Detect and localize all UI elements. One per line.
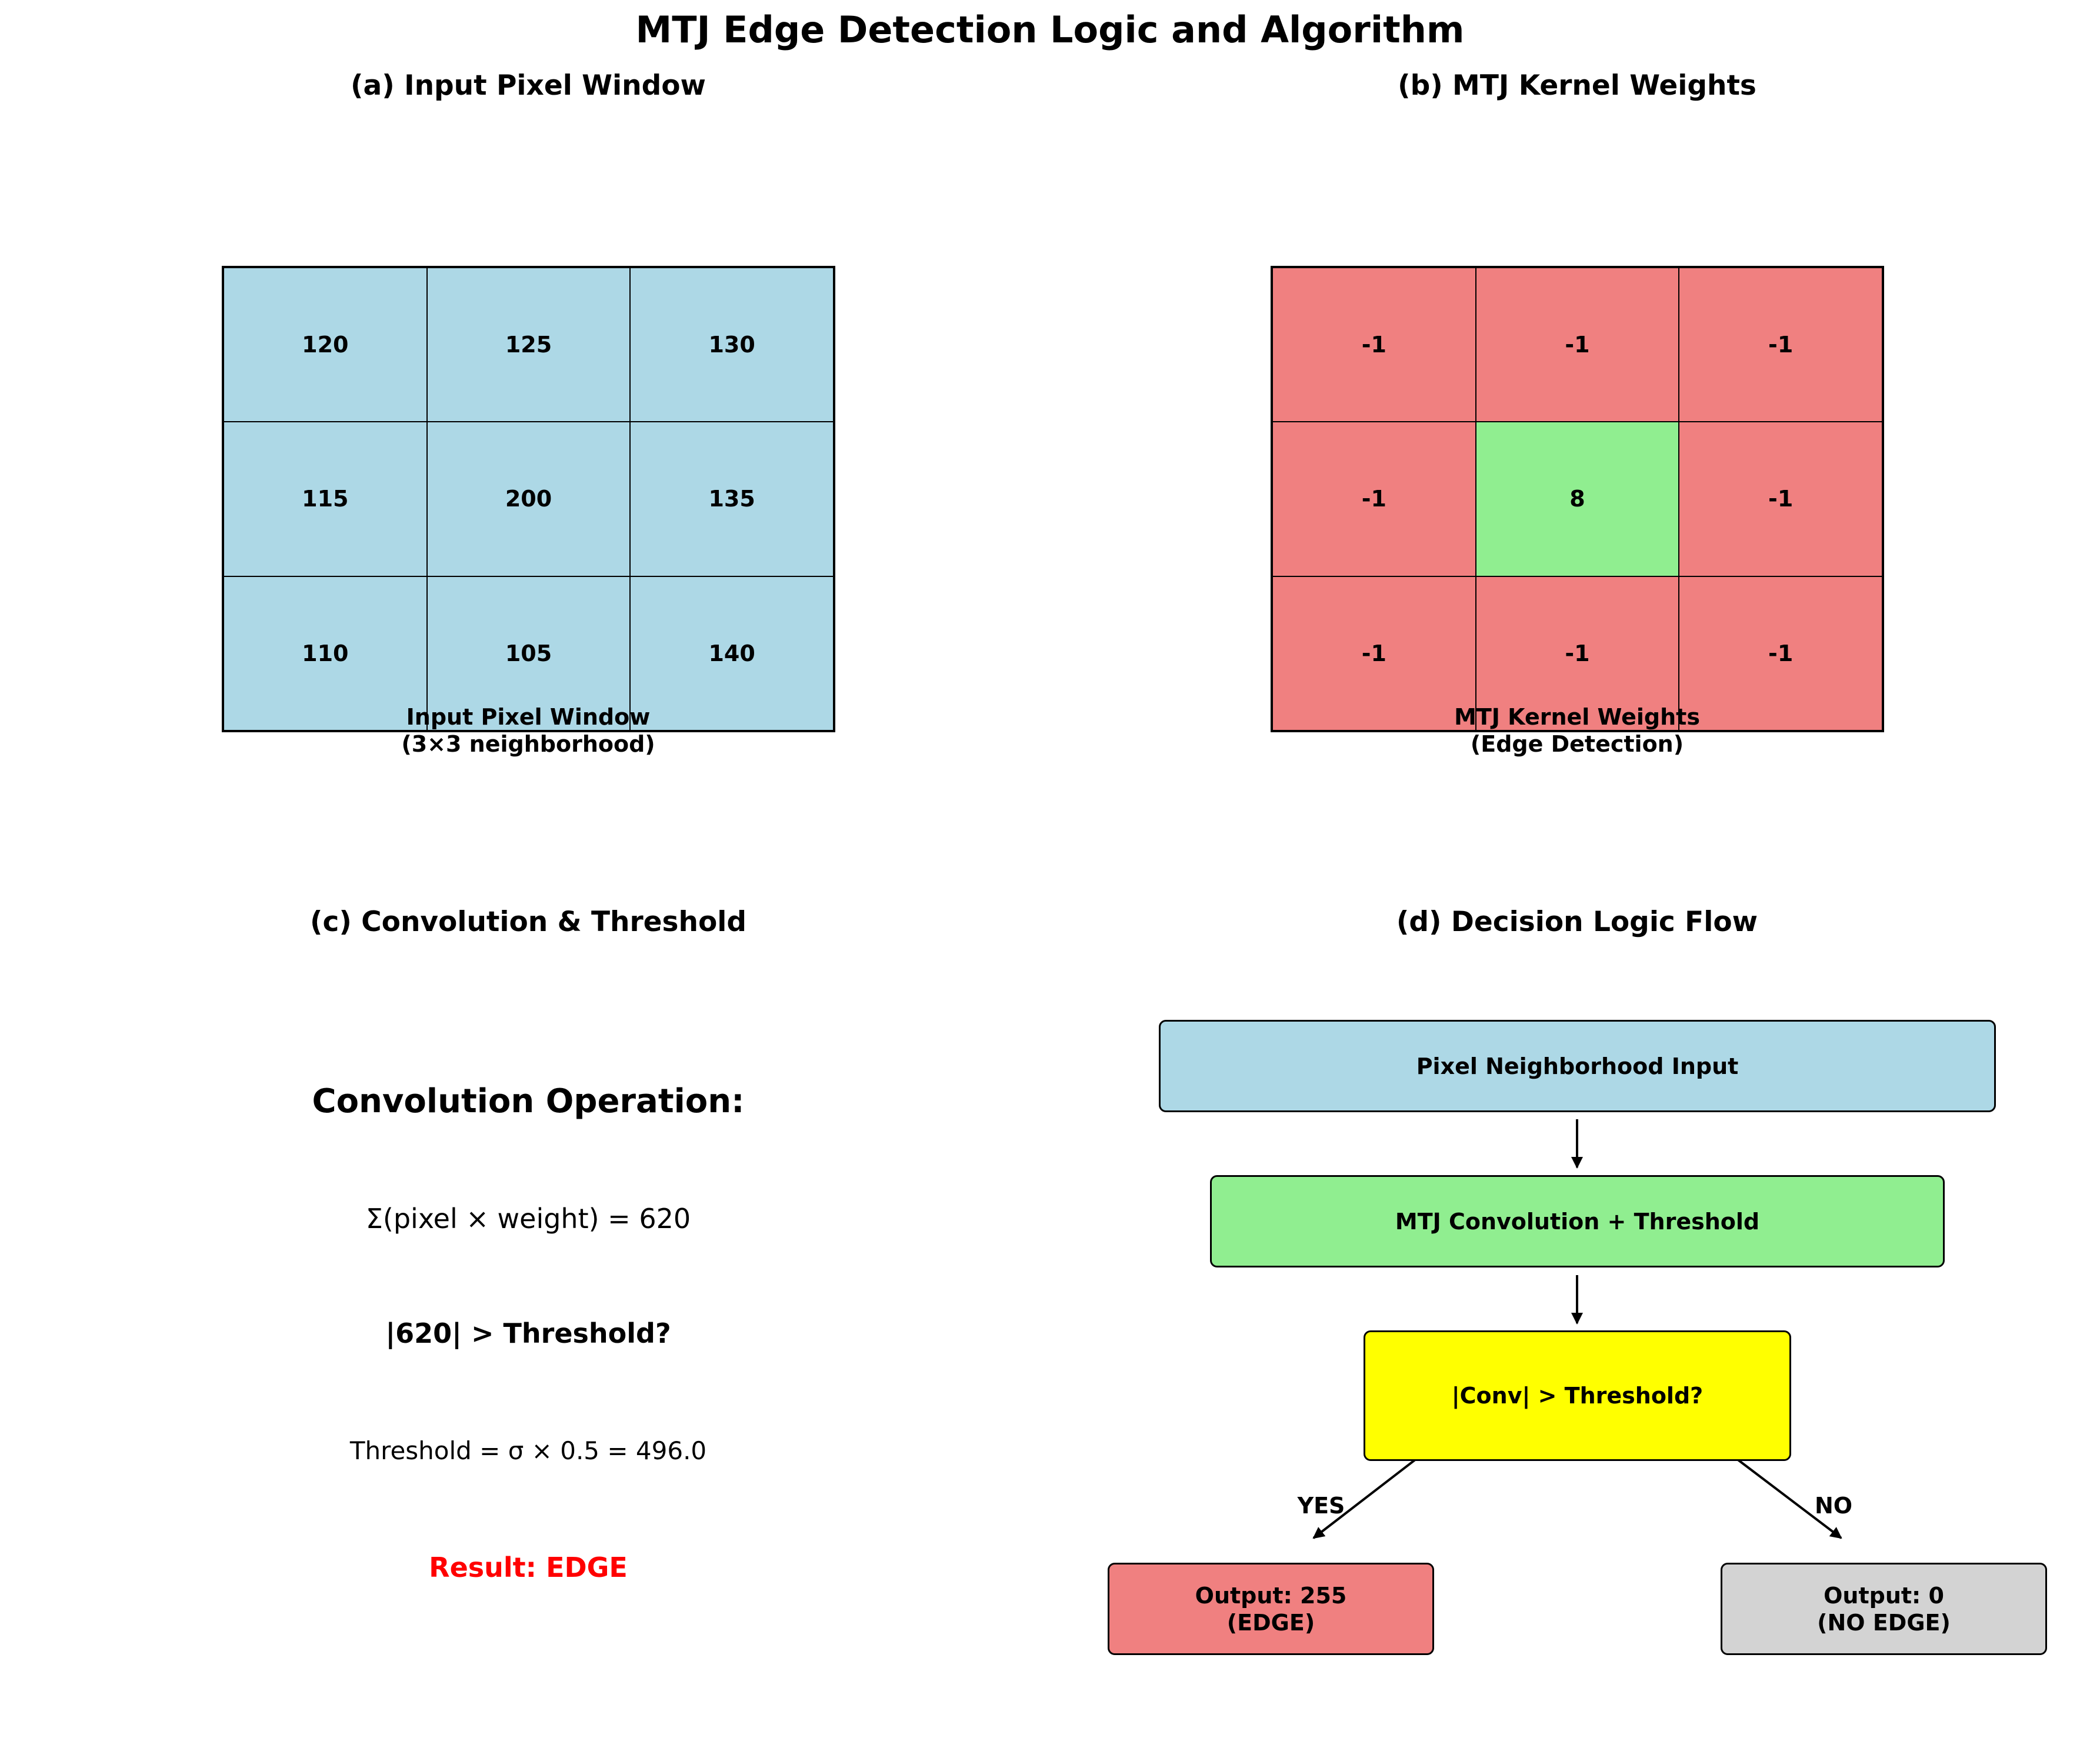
pixel-cell: 140 (630, 576, 834, 730)
yes-label: YES (1297, 1493, 1345, 1519)
panel-c-title: (c) Convolution & Threshold (309, 906, 747, 938)
convolution-box: MTJ Convolution + Threshold (1210, 1175, 1945, 1267)
weight-cell: -1 (1476, 576, 1679, 730)
pixel-cell: 110 (224, 576, 427, 730)
weight-cell: -1 (1679, 576, 1882, 730)
figure-title: MTJ Edge Detection Logic and Algorithm (635, 8, 1465, 51)
panel-d-title: (d) Decision Logic Flow (1396, 906, 1758, 938)
weight-cell: -1 (1272, 576, 1476, 730)
no-edge-output-line2: (NO EDGE) (1817, 1609, 1951, 1636)
pixel-cell: 125 (427, 268, 631, 422)
edge-output-box (1108, 1563, 1434, 1655)
no-edge-output-box (1721, 1563, 2047, 1655)
pixel-cell: 115 (224, 422, 427, 576)
pixel-cell: 130 (630, 268, 834, 422)
weight-cell-center: 8 (1476, 422, 1679, 576)
result-text: Result: EDGE (429, 1552, 628, 1583)
panel-a-caption-line1: Input Pixel Window (406, 704, 651, 730)
threshold-comparison: |620| > Threshold? (385, 1317, 671, 1349)
panel-a-caption-line2: (3×3 neighborhood) (401, 731, 655, 757)
panel-b-caption-line1: MTJ Kernel Weights (1454, 704, 1700, 730)
weight-cell: -1 (1476, 268, 1679, 422)
panel-a-title: (a) Input Pixel Window (351, 69, 706, 102)
pixel-cell: 200 (427, 422, 631, 576)
pixel-cell: 105 (427, 576, 631, 730)
input-box: Pixel Neighborhood Input (1159, 1020, 1996, 1112)
pixel-cell: 120 (224, 268, 427, 422)
weight-cell: -1 (1679, 422, 1882, 576)
pixel-cell: 135 (630, 422, 834, 576)
decision-box: |Conv| > Threshold? (1364, 1330, 1791, 1461)
no-edge-output-line1: Output: 0 (1824, 1582, 1944, 1609)
weight-cell: -1 (1679, 268, 1882, 422)
panel-b-caption-line2: (Edge Detection) (1470, 731, 1684, 757)
convolution-sum: Σ(pixel × weight) = 620 (365, 1203, 691, 1235)
edge-output-line1: Output: 255 (1195, 1582, 1347, 1609)
threshold-value: Threshold = σ × 0.5 = 496.0 (349, 1436, 707, 1465)
no-label: NO (1814, 1493, 1853, 1519)
edge-output-line2: (EDGE) (1226, 1609, 1315, 1636)
weight-cell: -1 (1272, 268, 1476, 422)
weight-cell: -1 (1272, 422, 1476, 576)
convolution-heading: Convolution Operation: (312, 1082, 745, 1120)
panel-b-title: (b) MTJ Kernel Weights (1398, 69, 1756, 102)
